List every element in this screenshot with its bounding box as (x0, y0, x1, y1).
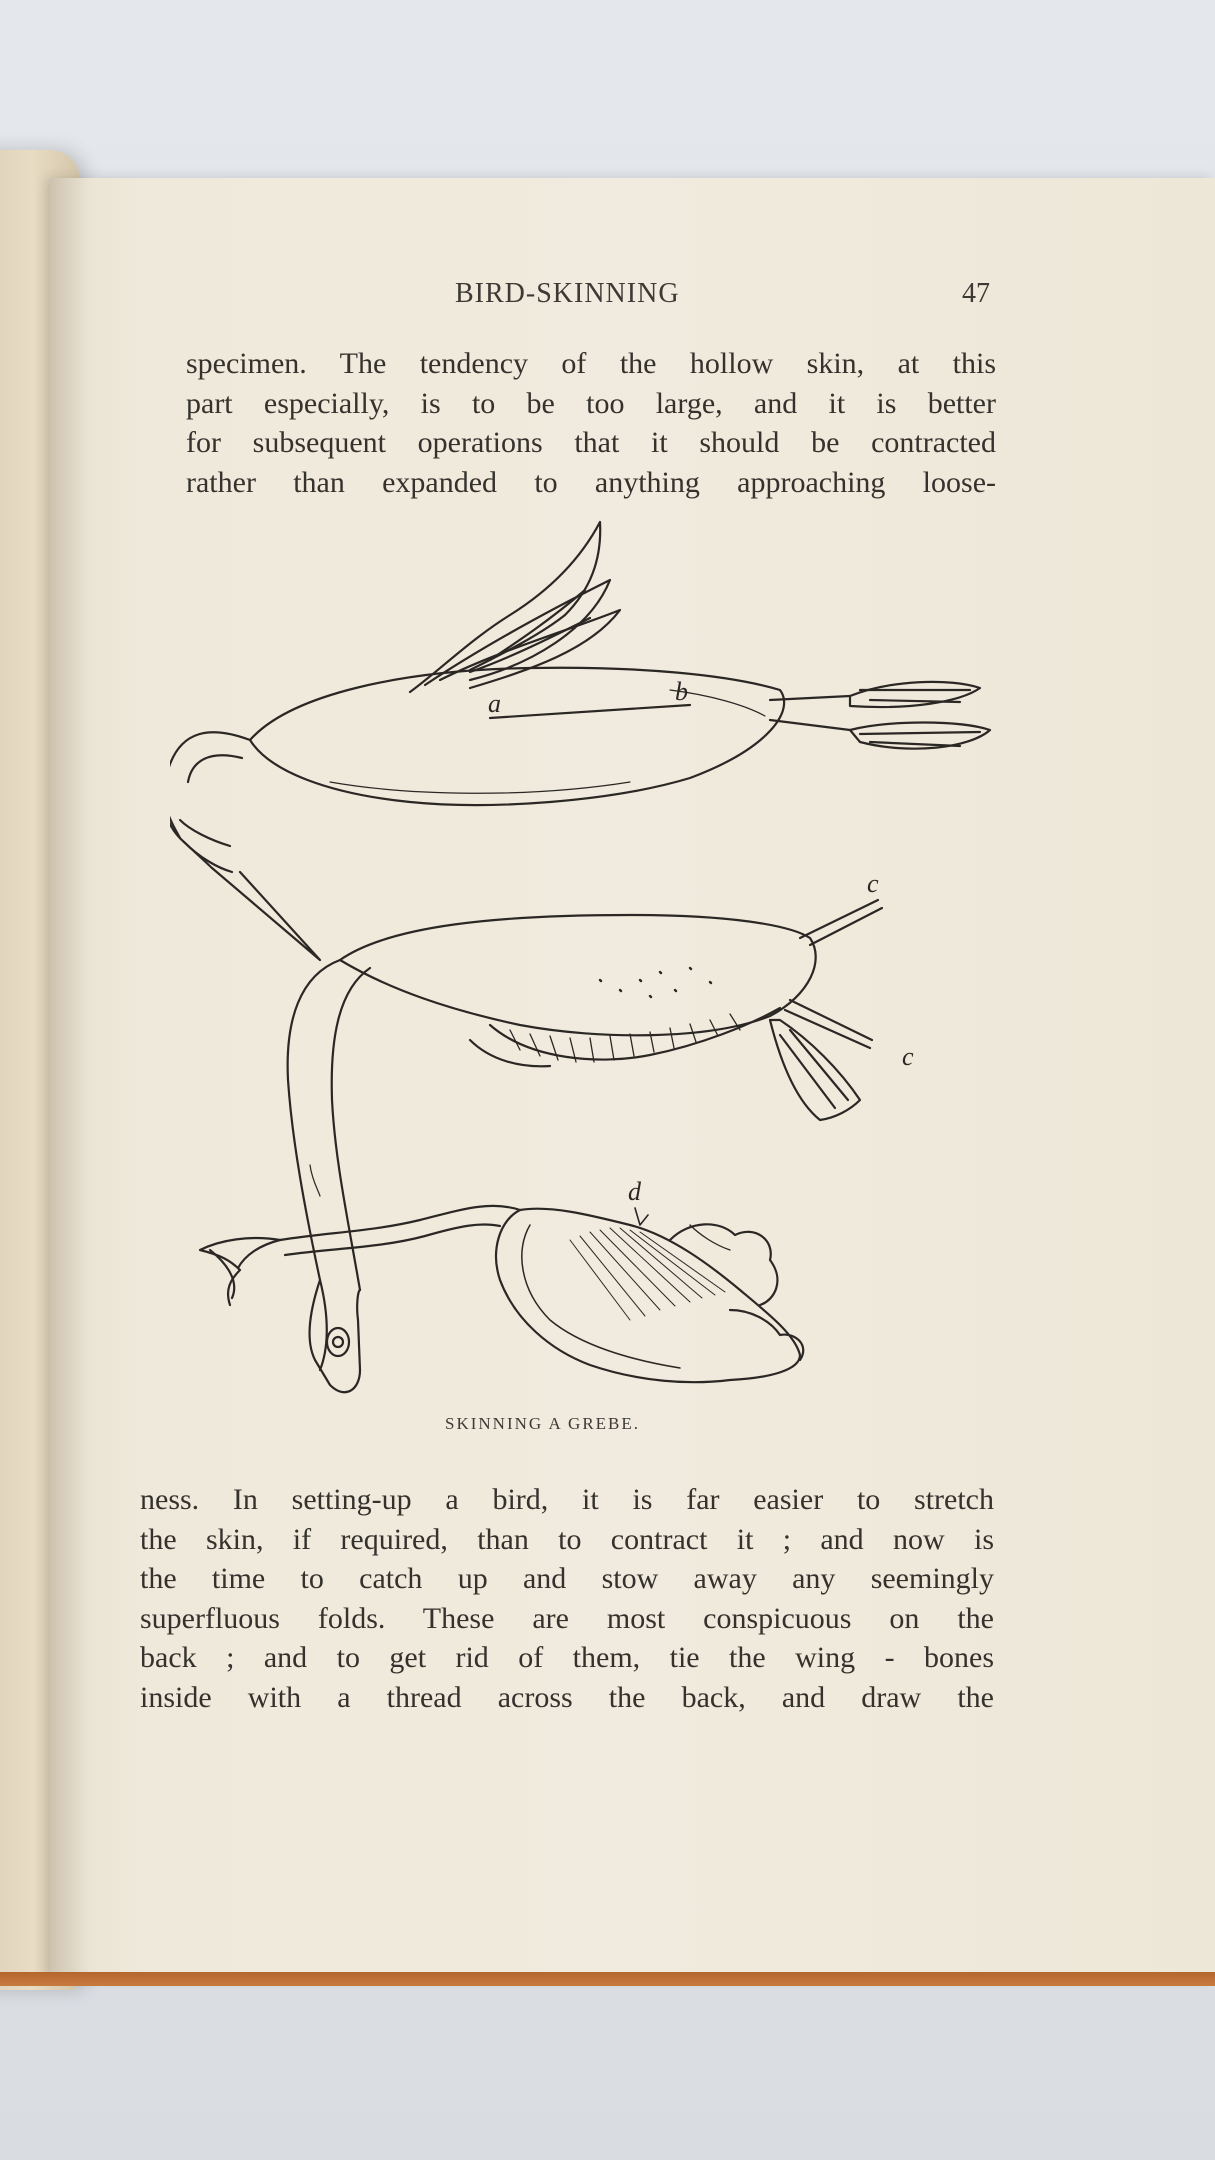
figure-label-c-lower: c (902, 1042, 914, 1071)
grebe-skinning-illustration (170, 520, 1010, 1400)
paragraph-bottom (140, 1480, 994, 1717)
page-number: 47 (962, 278, 990, 309)
text-line: for subsequent operations that it should be contracted (186, 426, 996, 459)
figure-label-a: a (488, 689, 501, 718)
paragraph-top (186, 344, 996, 502)
figure-label-b: b (675, 677, 688, 706)
lower-grebe-drawing (200, 1206, 803, 1382)
figure-label-d: d (628, 1177, 641, 1206)
text-line: the skin, if required, than to contract it ; and now is (140, 1522, 994, 1556)
text-line: part especially, is to be too large, and it is better (186, 386, 996, 420)
book-cover-edge (0, 1972, 1215, 1986)
middle-grebe-drawing (288, 900, 882, 1392)
text-line: ness. In setting-up a bird, it is far easier to stretch (140, 1483, 994, 1516)
text-line: back ; and to get rid of them, tie the wing - bones (140, 1641, 994, 1674)
figure-caption: SKINNING A GREBE. (445, 1414, 641, 1433)
figure-label-c-upper: c (867, 869, 879, 898)
text-line: specimen. The tendency of the hollow skin, at this (186, 347, 996, 380)
text-line: rather than expanded to anything approaching loose- (186, 465, 996, 499)
text-line: superfluous folds. These are most conspicuous on the (140, 1601, 994, 1635)
text-line: the time to catch up and stow away any seemingly (140, 1562, 994, 1595)
text-line: inside with a thread across the back, and draw the (140, 1680, 994, 1714)
running-head: BIRD-SKINNING (455, 278, 680, 309)
